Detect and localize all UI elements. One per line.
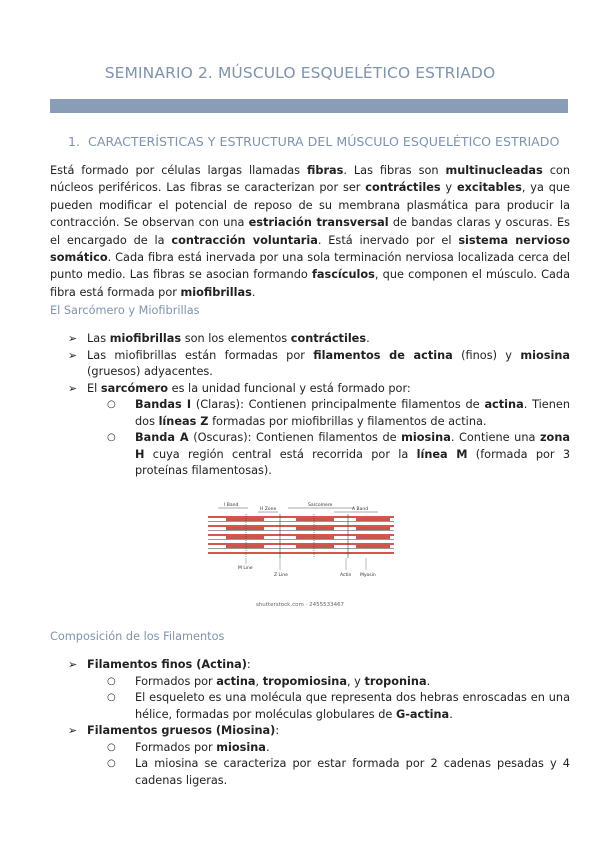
bold-text: sistema nervioso somático [50,233,570,265]
text: : [246,658,251,671]
sarcomere-diagram [206,500,396,580]
bold-text: línea M [416,447,468,461]
text: con núcleos periféricos. Las fibras se caracterizan por ser [50,164,570,195]
section-number: 1. [68,134,81,149]
text: : [275,724,280,737]
text: Las miofibrillas están formadas por [87,348,314,362]
bold-text: miofibrillas [180,285,252,299]
list-item [50,657,570,674]
text: son los elementos [181,332,291,345]
bold-text: contracción voluntaria [171,233,318,247]
bold-text: troponina [364,674,427,688]
bold-text: fibras [306,164,344,177]
bold-text: Filamentos finos (Actina) [87,658,247,671]
text: y [440,181,457,195]
bold-text: filamentos de actina [313,348,453,362]
sarcomere-list [50,331,570,480]
text: El [87,381,101,395]
text: . [251,285,256,299]
text: (gruesos) adyacentes. [87,365,213,378]
label-h-zone: H Zone [260,507,277,512]
text: (Claras): Contienen principalmente filamentos de [191,398,485,411]
label-actin: Actin [340,573,352,578]
text: , que componen el músculo. Cada fibra está formada por [50,268,570,299]
text: , ya que pueden modificar el potencial de reposo de su membrana plasmática para producir la contracción. Se observan con una [50,181,570,230]
label-m-line: M Line [238,566,253,571]
text: . [426,674,431,688]
list-item [50,348,570,381]
bold-text: actina [216,674,256,688]
label-sarcomere: Sarcomere [308,503,333,508]
bold-text: contráctiles [290,332,367,345]
label-myosin: Myosin [360,573,376,578]
text: cuya región central está recorrida por la [144,447,417,461]
bold-text: contráctiles [365,181,441,195]
text: (Oscuras): Contienen filamentos de [188,431,402,444]
text: . [265,740,270,754]
sub-list-item [50,674,570,691]
sub-list-item [50,430,570,480]
filament-rows [208,516,394,554]
text: Está formado por células largas llamadas [50,164,307,177]
text: El esqueleto es una molécula que representa dos hebras enroscadas en una hélice, formadas por moléculas globulares de [135,691,570,721]
circle-bullet-icon: ○ [107,675,116,687]
image-credit: shutterstock.com · 2455533467 [255,602,345,608]
sub-list-item [50,740,570,757]
bold-text: actina [484,398,524,411]
bold-text: zona H [135,431,570,461]
arrow-bullet-icon: ➢ [68,332,78,345]
text: . Tienen dos [135,398,570,428]
label-a-band: A Band [352,507,369,512]
sub-list-item [50,756,570,789]
text: formadas por miofibrillas y filamentos de actina. [208,414,487,428]
bold-text: miosina [520,348,570,362]
circle-bullet-icon: ○ [107,692,116,703]
bold-text: sarcómero [100,381,169,395]
arrow-bullet-icon: ➢ [68,724,78,737]
bold-text: miosina [401,431,451,444]
text: , y [346,674,365,688]
sub-list-item [50,397,570,430]
section-heading [68,134,559,149]
intro-paragraph [50,162,570,301]
circle-bullet-icon: ○ [107,399,116,410]
list-item [50,331,570,348]
text: . Está inervado por el [317,233,459,247]
text: de bandas claras y oscuras. Es el encargado de la [50,216,571,247]
bold-text: Banda A [135,431,189,444]
title-bar [50,99,568,113]
arrow-bullet-icon: ➢ [68,348,78,362]
circle-bullet-icon: ○ [107,432,116,443]
document-title: SEMINARIO 2. MÚSCULO ESQUELÉTICO ESTRIADO [104,64,496,82]
subheading-filaments: Composición de los Filamentos [50,630,225,643]
filaments-list [50,657,570,789]
subheading-sarcomere: El Sarcómero y Miofibrillas [50,304,200,317]
bold-text: tropomiosina [262,674,347,688]
text: (finos) y [452,348,521,362]
bold-text: Filamentos gruesos (Miosina) [87,724,276,737]
text: La miosina se caracteriza por estar formada por 2 cadenas pesadas y 4 cadenas ligeras. [135,757,570,787]
text: Formados por [135,740,217,754]
bold-text: fascículos [311,268,375,282]
list-item [50,723,570,740]
bold-text: G-actina [395,707,450,721]
bold-text: estriación transversal [248,216,389,230]
text: Las [87,332,110,345]
circle-bullet-icon: ○ [107,741,116,753]
text: Formados por [135,674,217,688]
text: . [449,707,453,721]
bold-text: miofibrillas [109,332,182,345]
arrow-bullet-icon: ➢ [68,381,78,395]
text: , [255,674,263,688]
bold-text: miosina [216,740,266,754]
bold-text: multinucleadas [445,164,543,177]
text: es la unidad funcional y está formado por: [168,381,411,395]
text: . Contiene una [450,431,540,444]
arrow-bullet-icon: ➢ [68,658,78,671]
section-title: CARACTERÍSTICAS Y ESTRUCTURA DEL MÚSCULO ESQUELÉTICO ESTRIADO [88,134,560,149]
bold-text: excitables [456,181,522,195]
text: . [366,332,370,345]
text: . Cada fibra está inervada por una sola terminación nerviosa localizada cerca del punto medio. Las fibras se asocian formando [50,251,570,282]
text: . Las fibras son [343,164,446,177]
bold-text: líneas Z [158,414,209,428]
circle-bullet-icon: ○ [107,758,116,769]
label-i-band: I Band [224,503,239,508]
list-item [50,381,570,398]
sub-list-item [50,690,570,723]
label-z-line: Z Line [274,573,288,578]
text: (formada por 3 proteínas filamentosas). [135,447,571,477]
bold-text: Bandas I [135,398,192,411]
